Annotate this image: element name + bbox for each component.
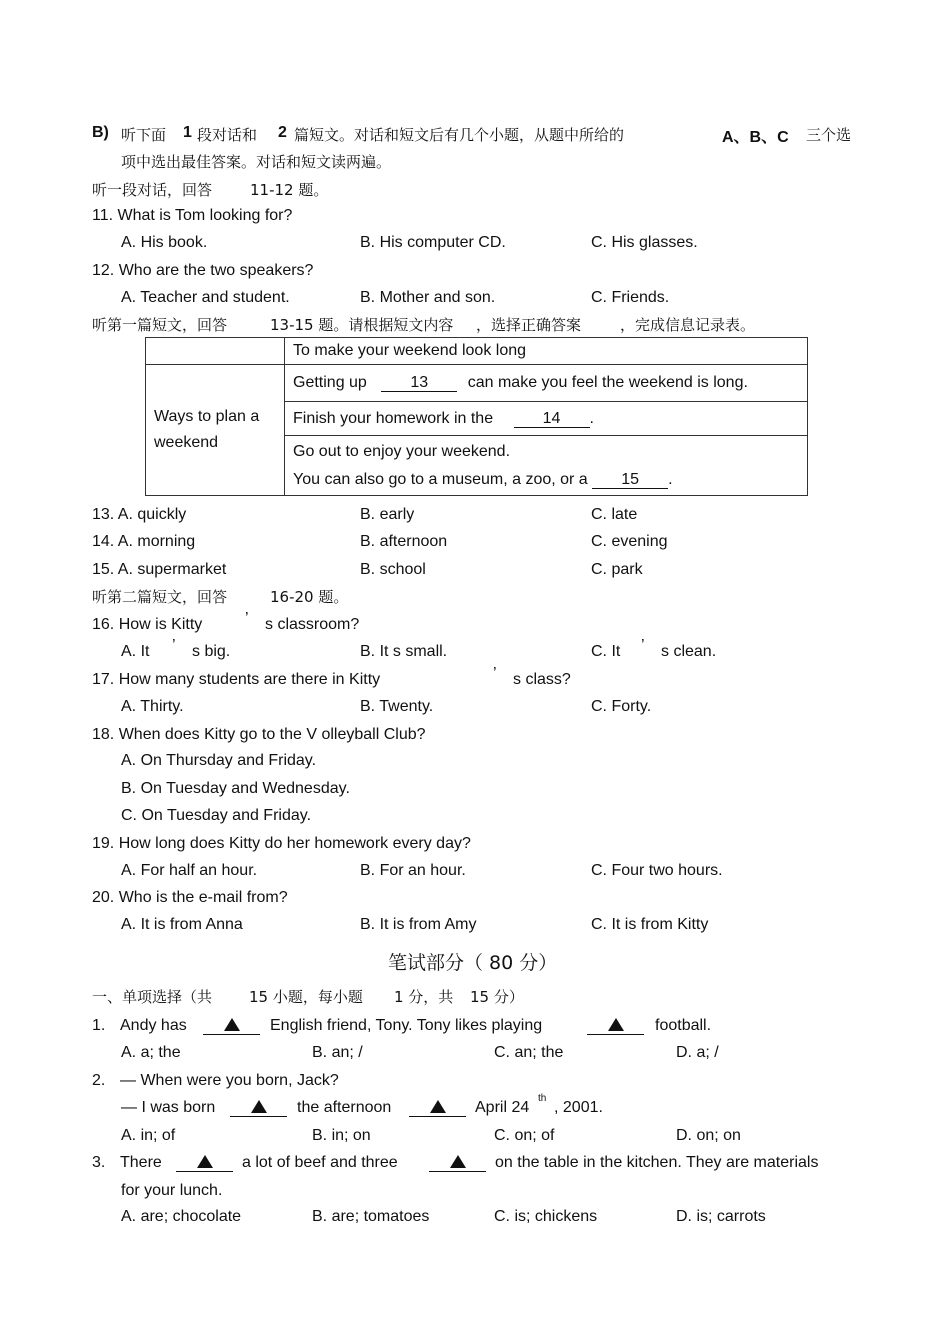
answer-blank-15[interactable]: 15: [592, 472, 668, 489]
option-12b[interactable]: B. Mother and son.: [360, 289, 496, 306]
item-2-text: April 24: [475, 1099, 530, 1116]
item-1-text: football.: [655, 1017, 712, 1034]
option-20c[interactable]: C. It is from Kitty: [591, 916, 709, 933]
table-row-homework: [285, 402, 808, 436]
option-18c[interactable]: C. On Tuesday and Friday.: [121, 807, 312, 824]
table-header: To make your weekend look long: [285, 338, 808, 365]
triangle-icon: [450, 1155, 466, 1168]
passage1-intro-part: ，选择正确答案: [476, 316, 582, 334]
table-text: Go out to enjoy your weekend.: [293, 442, 511, 460]
table-corner-cell: [146, 338, 285, 365]
apostrophe: ’: [172, 637, 176, 654]
section-instruction-line2: 项中选出最佳答案。对话和短文读两遍。: [121, 153, 392, 171]
passage1-intro: 听第一篇短文，回答: [92, 316, 228, 334]
option-17b[interactable]: B. Twenty.: [360, 698, 434, 715]
part1-heading-part: 1 分，共: [394, 988, 454, 1006]
section-instruction-part: 篇短文。对话和短文后有几个小题，从题中所给的: [294, 126, 625, 144]
item-2-blank-1[interactable]: [230, 1099, 287, 1117]
apostrophe: ’: [641, 637, 645, 654]
option-3a[interactable]: A. are; chocolate: [121, 1208, 242, 1225]
item-1-blank-1[interactable]: [203, 1017, 260, 1035]
triangle-icon: [608, 1018, 624, 1031]
item-2-line1: — When were you born, Jack?: [120, 1072, 339, 1089]
item-2-blank-2[interactable]: [409, 1099, 466, 1117]
option-11b[interactable]: B. His computer CD.: [360, 234, 506, 251]
option-1a[interactable]: A. a; the: [121, 1044, 181, 1061]
answer-blank-13[interactable]: 13: [381, 375, 457, 392]
table-text: Getting up: [293, 374, 367, 391]
option-16a-cont: s big.: [192, 643, 231, 660]
question-17: 17. How many students are there in Kitty: [92, 671, 381, 688]
question-19: 19. How long does Kitty do her homework every day?: [92, 835, 471, 852]
passage2-intro-range: 16-20 题。: [270, 588, 349, 606]
option-13b[interactable]: B. early: [360, 506, 415, 523]
table-text: Finish your homework in the: [293, 409, 494, 427]
option-16a[interactable]: A. It: [121, 643, 150, 660]
item-2-text: the afternoon: [297, 1099, 392, 1116]
triangle-icon: [251, 1100, 267, 1113]
option-11c[interactable]: C. His glasses.: [591, 234, 698, 251]
triangle-icon: [197, 1155, 213, 1168]
option-2c[interactable]: C. on; of: [494, 1127, 555, 1144]
item-number-2: 2.: [92, 1072, 106, 1089]
section-instruction-number: 2: [278, 124, 287, 141]
passage2-intro: 听第二篇短文，回答: [92, 588, 228, 606]
section-instruction-number: 1: [183, 124, 192, 141]
section-instruction-part: 听下面: [121, 126, 167, 144]
part1-heading-part: 15 分）: [470, 988, 524, 1006]
item-3-text: a lot of beef and three: [242, 1154, 398, 1171]
section-instruction-options: A、B、C: [722, 129, 789, 146]
item-2-text: , 2001.: [554, 1099, 603, 1116]
table-text: .: [668, 470, 673, 488]
table-text: You can also go to a museum, a zoo, or a: [293, 470, 588, 488]
item-number-3: 3.: [92, 1154, 106, 1171]
superscript: th: [538, 1093, 547, 1104]
info-record-table: [145, 337, 808, 496]
option-12a[interactable]: A. Teacher and student.: [121, 289, 290, 306]
option-1c[interactable]: C. an; the: [494, 1044, 564, 1061]
table-text: can make you feel the weekend is long.: [467, 374, 748, 391]
item-3-blank-1[interactable]: [176, 1154, 233, 1172]
item-1-text: Andy has: [120, 1017, 187, 1034]
option-14a[interactable]: 14. A. morning: [92, 533, 196, 550]
item-1-blank-2[interactable]: [587, 1017, 644, 1035]
option-16c-cont: s clean.: [661, 643, 717, 660]
part1-heading-part: 15 小题，每小题: [249, 988, 363, 1006]
question-12: 12. Who are the two speakers?: [92, 262, 314, 279]
part1-heading: 一、单项选择（共: [92, 988, 213, 1006]
option-1b[interactable]: B. an; /: [312, 1044, 363, 1061]
option-2a[interactable]: A. in; of: [121, 1127, 176, 1144]
option-15a[interactable]: 15. A. supermarket: [92, 561, 227, 578]
option-16b[interactable]: B. It s small.: [360, 643, 448, 660]
option-19c[interactable]: C. Four two hours.: [591, 862, 723, 879]
question-20: 20. Who is the e-mail from?: [92, 889, 288, 906]
triangle-icon: [430, 1100, 446, 1113]
question-18: 18. When does Kitty go to the V olleyball Club?: [92, 726, 426, 743]
option-3d[interactable]: D. is; carrots: [676, 1208, 766, 1225]
option-2d[interactable]: D. on; on: [676, 1127, 741, 1144]
item-3-blank-2[interactable]: [429, 1154, 486, 1172]
question-17-cont: s class?: [513, 671, 571, 688]
table-row-go-out: [285, 436, 808, 496]
option-2b[interactable]: B. in; on: [312, 1127, 371, 1144]
item-1-text: English friend, Tony. Tony likes playing: [270, 1017, 543, 1034]
option-19a[interactable]: A. For half an hour.: [121, 862, 258, 879]
passage1-intro-range: 13-15 题。请根据短文内容: [270, 316, 454, 334]
option-17c[interactable]: C. Forty.: [591, 698, 652, 715]
option-20a[interactable]: A. It is from Anna: [121, 916, 243, 933]
written-part-title: 笔试部分（ 80 分）: [388, 952, 558, 974]
question-11: 11. What is Tom looking for?: [92, 207, 293, 224]
option-14c[interactable]: C. evening: [591, 533, 668, 550]
dialog-intro-range: 11-12 题。: [250, 181, 329, 199]
option-19b[interactable]: B. For an hour.: [360, 862, 466, 879]
apostrophe: ’: [493, 665, 497, 682]
triangle-icon: [224, 1018, 240, 1031]
option-13a[interactable]: 13. A. quickly: [92, 506, 187, 523]
option-16c[interactable]: C. It: [591, 643, 621, 660]
question-16: 16. How is Kitty: [92, 616, 203, 633]
item-2-text: — I was born: [121, 1099, 216, 1116]
option-15c[interactable]: C. park: [591, 561, 643, 578]
table-row-label: Ways to plan a weekend: [146, 365, 285, 496]
option-12c[interactable]: C. Friends.: [591, 289, 670, 306]
table-text: .: [589, 409, 594, 427]
option-18b[interactable]: B. On Tuesday and Wednesday.: [121, 780, 350, 797]
option-11a[interactable]: A. His book.: [121, 234, 208, 251]
option-17a[interactable]: A. Thirty.: [121, 698, 184, 715]
option-1d[interactable]: D. a; /: [676, 1044, 719, 1061]
item-3-line2: for your lunch.: [121, 1182, 223, 1199]
section-instruction-part: 段对话和: [197, 126, 258, 144]
question-16-cont: s classroom?: [265, 616, 360, 633]
option-20b[interactable]: B. It is from Amy: [360, 916, 477, 933]
answer-blank-14[interactable]: 14: [514, 411, 590, 428]
section-label: B): [92, 124, 109, 141]
option-3b[interactable]: B. are; tomatoes: [312, 1208, 430, 1225]
option-14b[interactable]: B. afternoon: [360, 533, 448, 550]
passage1-intro-part: ，完成信息记录表。: [620, 316, 756, 334]
option-15b[interactable]: B. school: [360, 561, 426, 578]
item-3-text: on the table in the kitchen. They are materials: [495, 1154, 819, 1171]
apostrophe: ’: [245, 610, 249, 627]
option-13c[interactable]: C. late: [591, 506, 638, 523]
dialog-intro: 听一段对话，回答: [92, 181, 213, 199]
option-3c[interactable]: C. is; chickens: [494, 1208, 598, 1225]
table-row-getting-up: [285, 365, 808, 402]
option-18a[interactable]: A. On Thursday and Friday.: [121, 752, 317, 769]
item-3-text: There: [120, 1154, 162, 1171]
item-number-1: 1.: [92, 1017, 106, 1034]
section-instruction-part: 三个选: [806, 126, 852, 144]
